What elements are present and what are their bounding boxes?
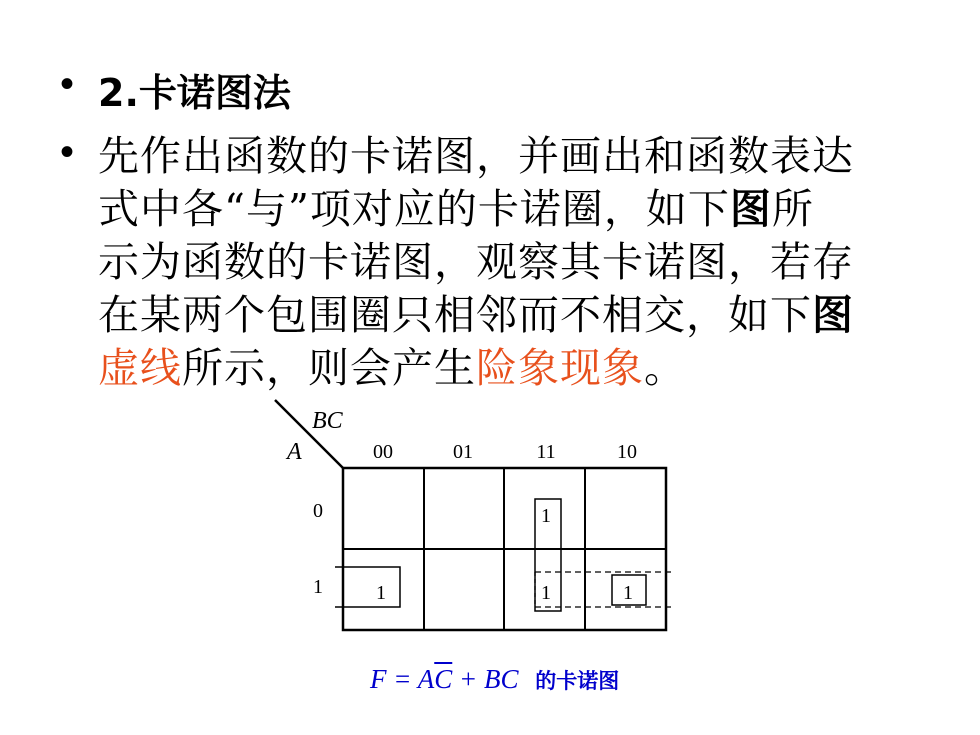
col-var-label: BC	[312, 408, 343, 434]
body-text: 所	[771, 185, 814, 233]
body-line	[98, 342, 898, 395]
karnaugh-map-svg	[250, 395, 710, 655]
formula-a: A	[417, 664, 435, 694]
body-line	[98, 289, 898, 342]
bullet-icon: •	[60, 130, 75, 174]
cell-value: 1	[541, 505, 551, 527]
formula-eq: =	[393, 664, 412, 694]
bullet-icon: •	[60, 62, 75, 106]
formula-c-bar: $\overline{C}$	[434, 664, 453, 694]
highlight-text: 虚线	[98, 344, 182, 392]
row-label: 1	[313, 576, 323, 598]
body-line	[98, 183, 898, 236]
col-label: 01	[453, 441, 473, 463]
formula-bc: BC	[484, 664, 519, 694]
cell-value: 1	[376, 582, 386, 604]
highlight-text: 险象现象	[476, 344, 644, 392]
body-text: 先作出函数的卡诺图，并画出和函数表达	[98, 132, 854, 180]
body-text: 在某两个包围圈只相邻而不相交，如下	[98, 291, 812, 339]
cell-value: 1	[623, 582, 633, 604]
cell-value: 1	[541, 582, 551, 604]
body-text: 示为函数的卡诺图，观察其卡诺图，若存	[98, 238, 854, 286]
body-line	[98, 130, 898, 183]
formula-f: F	[370, 664, 387, 694]
col-label: 11	[536, 441, 556, 463]
col-label: 00	[373, 441, 393, 463]
body-text: 式中各“与”项对应的卡诺圈，如下	[98, 185, 730, 233]
body-line	[98, 236, 898, 289]
figure-caption: 的卡诺图	[535, 669, 620, 693]
loop-a-cbar-left	[335, 567, 400, 607]
body-text-bold: 图	[729, 185, 772, 233]
body-text-bold: 图	[812, 291, 854, 339]
row-label: 0	[313, 500, 323, 522]
body-paragraph	[98, 130, 898, 395]
karnaugh-map	[250, 395, 710, 655]
col-label: 10	[617, 441, 637, 463]
formula-plus: +	[459, 664, 478, 694]
formula-caption	[370, 664, 619, 695]
heading-text: 2.卡诺图法	[98, 71, 291, 115]
row-var-label: A	[287, 439, 302, 465]
body-text: 所示，则会产生	[182, 344, 476, 392]
body-text: 。	[644, 344, 686, 392]
